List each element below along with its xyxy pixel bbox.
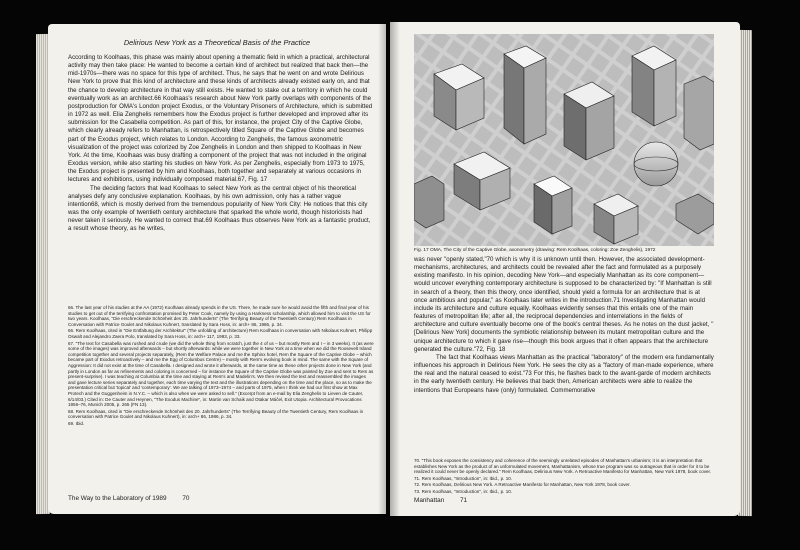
figure-captive-globe-axonometry xyxy=(414,34,714,246)
city-axonometry-illustration xyxy=(414,34,714,246)
running-head: Delirious New York as a Theoretical Basis of the Practice xyxy=(123,38,311,47)
paragraph: According to Koolhaas, this phase was mainly about opening a thematic field in which a practical, architectural activity may then take place: He wanted to become a certain kind of architect but realized that back then—the mid-1970s—there was no space for this type of architect. Thus, he says that he went on and wrote Delirious New York to prove that this kind of architecture and these kinds of architects already existed early on, and that the chance to develop architecture in that way still exists. He wanted to stake out a territory in which he could eventually work as an architect.66 Koolhaas's research about New York partly overlaps with components of the postproduction for OMA's London project Exodus, or the Voluntary Prisoners of Architecture, which is submitted in 1972 as well. Elia Zenghelis remembers how the Exodus project is further developed and improved after its submission for the Casabella competition. As part of this, for instance, the project City of the Captive Globe, which clearly already refers to Manhattan, is retrospectively titled Square of the Captive Globe and becomes part of the Exodus project, which relates to London. According to Zenghelis, the famous axonometric visualization of the project was colorized by Zoe Zenghelis in London and then shipped to Koolhaas in New York. At the time, Koolhaas was busy drafting a component of the project that was not included in the original Exodus version, while also starting his studies on New York. As per Zenghelis, especially from 1973 to 1975, the Exodus project is presented by him and Koolhaas, both together and separately at various occasions in lectures and exhibitions, using individually composed material.67, Fig. 17 xyxy=(68,54,373,184)
footnote: 66. Rem Koolhaas, cited in "Die Entfaltung der Architektur" (The unfolding of architecture) Rem Koolhaas in conversation with Nikolaus Kuhnert, Philipp Oswalt and Alejandro Zaera Polo, translated by Sara Hoss, in: arch+ 117, 1993, p. 33. xyxy=(68,328,373,339)
footnote: 72. Rem Koolhaas, Delirious New York. A Retroactive Manifesto for Manhattan, New York 1978, book cover. xyxy=(414,482,631,488)
page-number: 71 xyxy=(459,497,468,504)
footnote: 67. "The text for Casabella was rushed and crude (we did the whole thing from scratch, just the 4 of us – but mostly Rem and I – in 3 weeks). It (as were some of the images) was improved afterwards – but shortly afterwards: while we were together in New York at a time when we did the Roosevelt Island competition together and several projects separately, (Rem the Welfare Palace and me the Sphinx hotel, Rem the Square of the Captive Globe – which became part of Exodus retroactively – and me the Egg of Columbus Centre) – mostly with Rem's evolving book in mind. The same with the Square of Aggression: It did not exist at the time of Casabella. I designed and wrote it afterwards, at the same time as these other projects done in New York (and partly in London as far as refinements and coloring is concerned – for instance the Square of the Captive Globe was painted by Zoe and sent to Rem as present-surprise). I was teaching at Columbia at the time and staying at Rem's and Madelin's. We then revised the text and reassembled the images and gave lecture series separately and together, each time varying the text and the illustrations depending on the time and the place, so as to make the presentation critical but 'topical' and 'contemporary'. We are talking of 1973–1974 – and parts of 1975, when I think we had our first show at Max Protech and the Guggenheim in N.Y.C. – which is also when we were asked to sell." (Excerpt from an e-mail by Elia Zenghelis to Lieven de Cauter, 6/14/03.) Cited in: De Cauter and Heynen, "The Exodus Machine", in: Martin van Schaik and Otakar Máčel, Exit Utopia. Architectural Provocations 1956–76, Munich 2005, p. 265 (FN 13). xyxy=(68,340,374,408)
folio-title: The Way to the Laboratory of 1989 xyxy=(68,495,167,502)
right-footnotes xyxy=(414,458,714,496)
left-folio xyxy=(68,495,189,502)
right-body-text xyxy=(414,256,714,395)
footnote: 71. Rem Koolhaas, "Introduction", in: Ibid., p. 10. xyxy=(414,475,513,481)
right-page xyxy=(390,22,740,516)
left-body-text xyxy=(68,54,374,233)
paragraph: was never "openly stated,"70 which is why it is unknown until then. However, the associated development-mechanisms, architectures, and architects could be revealed after the fact and formulated as a purposely existing manifesto. In his opinion, decoding New York—and especially Manhattan as its core component—would uncover everything contemporary architecture is supposed to be characterized by: "If Manhattan is still in search of a theory, then this theory, once identified, should yield a formula for an architecture that is at once ambitious and popular," as Koolhaas later writes in the introduction.71 Investigating Manhattan would include its architecture and culture equally. Koolhaas evidently senses that this entails one of the main features of metropolitan life; after all, the reciprocal dependencies and interrelations in the fields of architecture and culture eventually become one of the book's central theses. As he notes on the dust jacket, "[Delirious New York] documents the symbiotic relationship between its mutant metropolitan culture and the unique architecture to which it gave rise—though this book argues that it often appears that the architecture generated the culture."72, Fig. 18 xyxy=(414,256,714,353)
footnote: 73. Rem Koolhaas, "Introduction", in: Ibid., p. 10. xyxy=(414,488,513,494)
page-edges-right xyxy=(738,30,752,516)
folio-title: Manhattan xyxy=(414,497,445,504)
right-folio xyxy=(414,497,467,504)
figure-caption: Fig. 17 OMA, The City of the Captive Globe, axonometry (drawing: Rem Koolhaas, coloring: Zoe Zenghelis), 1972 xyxy=(414,248,656,253)
left-footnotes xyxy=(68,305,374,427)
footnote: 68. Rem Koolhaas, cited in "Die erschreckende Schönheit des 20. Jahrhunderts" (The Terrifying Beauty of the Twentieth Century, Rem Koolhaas in conversation with Patrice Goulet and Nikolaus Kuhnert), in: arch+ 86, 1986, p. 34. xyxy=(68,408,364,420)
footnote: 70. "This book exposes the consistency and coherence of the seemingly unrelated episodes of Manhattan's urbanism; it is an interpretation that establishes New York as the product of an unformulated movement, Manhattanism, whose true program was so outrageous that in order for it to be realized it could never be openly declared." Rem Koolhaas, Delirious New York. A Retroactive Manifesto for Manhattan, New York 1978, book cover. xyxy=(414,458,712,475)
page-number: 70 xyxy=(182,495,190,502)
footnote: 69. Ibid. xyxy=(68,420,85,426)
book-gutter xyxy=(378,22,400,516)
footnote: 66. The last year of his studies at the AA (1972) Koolhaas already spends in the US. There, he made sure he would avoid the fifth and final year of his studies to get out of the terrifying confrontation promised by Peter Cook, namely by using a Harkness scholarship, which allowed him to visit the US for two years. Koolhaas, "Die erschreckende Schönheit des 20. Jahrhunderts" (The Terrifying Beauty of the Twentieth Century) Rem Koolhaas in Conversation with Patrice Goulet and Nikolaus Kuhnert, translated by Sara Hoss, in: arch+ 86, 1986, p. 34. xyxy=(68,305,371,327)
paragraph: The fact that Koolhaas views Manhattan as the practical "laboratory" of the modern era fundamentally influences his approach in Delirious New York. He sees the city as a "factory of man-made experience, where the real and the natural ceased to exist."73 For this, he flashes back to the avant-garde of modern architects in the early twentieth century. He believes that back then, American architects were able to realize the intentions that Europeans have (only) formulated. Commemorative xyxy=(414,353,714,394)
paragraph: The deciding factors that lead Koolhaas to select New York as the central object of his theoretical analyses defy any conclusive explanation. Koolhaas, by his own admission, only has a rather vague intention68, which is mostly derived from the tremendous popularity of New York City: He notices that this city was the only example of twentieth century architecture that sparked the whole world, though historicists had never taken it seriously. He wanted to correct that.69 Koolhaas thus observes New York as a fantastic product, a result whose theory, as he writes, xyxy=(68,184,371,233)
left-page xyxy=(48,24,386,514)
